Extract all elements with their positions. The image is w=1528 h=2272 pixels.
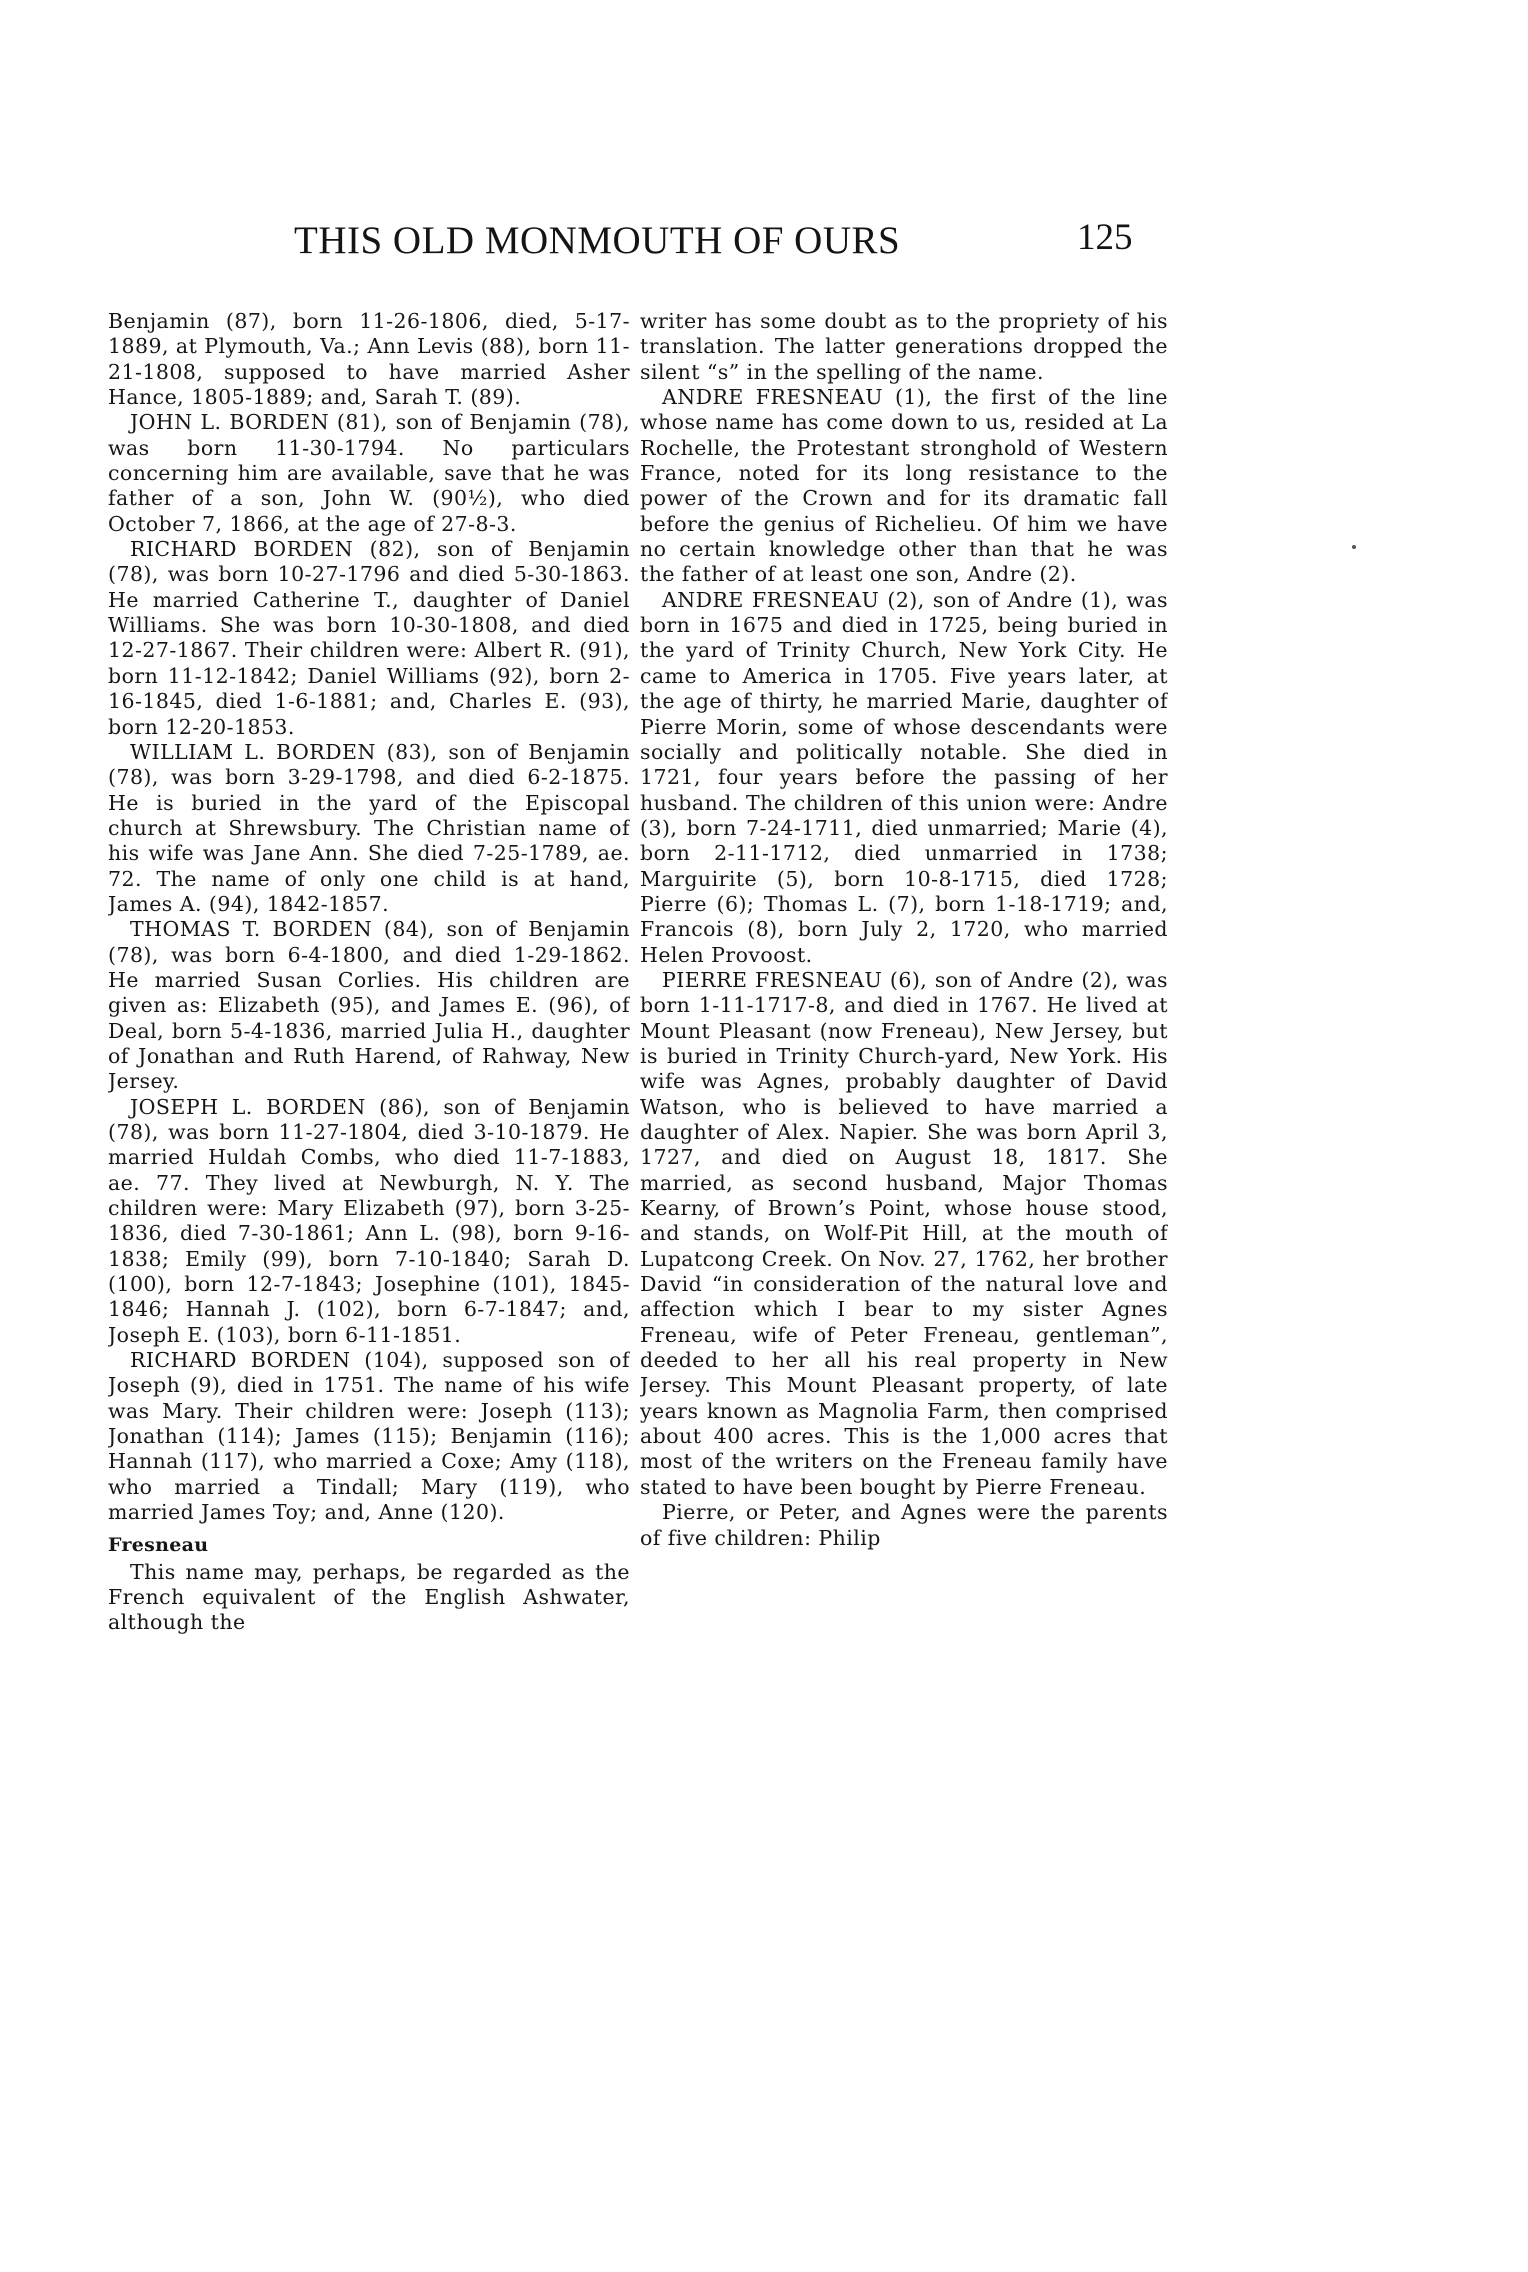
section-heading-fresneau: Fresneau — [108, 1533, 209, 1556]
scan-speck — [1352, 545, 1356, 549]
paragraph-thomas-t-borden: THOMAS T. BORDEN (84), son of Benjamin (78), was born 6-4-1800, and died 1-29-1862. He married Susan Corlies. His children are given as: Elizabeth (95), and James E. (96), of Deal, born 5-4-1836, married Julia H., daughter of Jonathan and Ruth Harend, of Rahway, New Jersey. — [108, 917, 630, 1094]
running-header — [290, 218, 1150, 278]
paragraph-william-l-borden: WILLIAM L. BORDEN (83), son of Benjamin (78), was born 3-29-1798, and died 6-2-1875. He is buried in the yard of the Episcopal church at Shrewsbury. The Christian name of his wife was Jane Ann. She died 7-25-1789, ae. 72. The name of only one child is at hand, James A. (94), 1842-1857. — [108, 739, 630, 916]
paragraph-richard-borden-82: RICHARD BORDEN (82), son of Benjamin (78), was born 10-27-1796 and died 5-30-1863. He married Catherine T., daughter of Daniel Williams. She was born 10-30-1808, and died 12-27-1867. Their children were: Albert R. (91), born 11-12-1842; Daniel Williams (92), born 2-16-1845, died 1-6-1881; and, Charles E. (93), born 12-20-1853. — [108, 537, 630, 739]
paragraph-richard-borden-104: RICHARD BORDEN (104), supposed son of Joseph (9), died in 1751. The name of his wife was Mary. Their children were: Joseph (113); Jonathan (114); James (115); Benjamin (116); Hannah (117), who married a Coxe; Amy (118), who married a Tindall; Mary (119), who married James Toy; and, Anne (120). — [108, 1348, 630, 1525]
paragraph-john-l-borden: JOHN L. BORDEN (81), son of Benjamin (78), was born 11-30-1794. No particulars concerning him are available, save that he was father of a son, John W. (90½), who died October 7, 1866, at the age of 27-8-3. — [108, 410, 630, 536]
paragraph-andre-fresneau-2: ANDRE FRESNEAU (2), son of Andre (1), was born in 1675 and died in 1725, being buried in the yard of Trinity Church, New York City. He came to America in 1705. Five years later, at the age of thirty, he married Marie, daughter of Pierre Morin, some of whose descendants were socially and politically notable. She died in 1721, four years before the passing of her husband. The children of this union were: Andre (3), born 7-24-1711, died unmarried; Marie (4), born 2-11-1712, died unmarried in 1738; Marguirite (5), born 10-8-1715, died 1728; Pierre (6); Thomas L. (7), born 1-18-1719; and, Francois (8), born July 2, 1720, who married Helen Provoost. — [640, 587, 1168, 967]
right-column — [640, 309, 1168, 1959]
paragraph-continued: Benjamin (87), born 11-26-1806, died, 5-17-1889, at Plymouth, Va.; Ann Levis (88), born 11-21-1808, supposed to have married Asher Hance, 1805-1889; and, Sarah T. (89). — [108, 309, 630, 410]
paragraph-fresneau-intro-continued: writer has some doubt as to the propriety of his translation. The latter generations dropped the silent “s” in the spelling of the name. — [640, 309, 1168, 384]
page-number: 125 — [1077, 217, 1133, 258]
paragraph-andre-fresneau-1: ANDRE FRESNEAU (1), the first of the line whose name has come down to us, resided at La Rochelle, the Protestant stronghold of Western France, noted for its long resistance to the power of the Crown and for its dramatic fall before the genius of Richelieu. Of him we have no certain knowledge other than that he was the father of at least one son, Andre (2). — [640, 385, 1168, 587]
paragraph-pierre-fresneau-6: PIERRE FRESNEAU (6), son of Andre (2), was born 1-11-1717-8, and died in 1767. He lived at Mount Pleasant (now Freneau), New Jersey, but is buried in Trinity Church-yard, New York. His wife was Agnes, probably daughter of David Watson, who is believed to have married a daughter of Alex. Napier. She was born April 3, 1727, and died on August 18, 1817. She married, as second husband, Major Thomas Kearny, of Brown’s Point, whose house stood, and stands, on Wolf-Pit Hill, at the mouth of Lupatcong Creek. On Nov. 27, 1762, her brother David “in consideration of the natural love and affection which I bear to my sister Agnes Freneau, wife of Peter Freneau, gentleman”, deeded to her all his real property in New Jersey. This Mount Pleasant property, of late years known as Magnolia Farm, then comprised about 400 acres. This is the 1,000 acres that most of the writers on the Freneau family have stated to have been bought by Pierre Freneau. — [640, 967, 1168, 1499]
paragraph-pierre-and-agnes: Pierre, or Peter, and Agnes were the parents of five children: Philip — [640, 1500, 1168, 1550]
running-title: THIS OLD MONMOUTH OF OURS — [294, 219, 901, 262]
paragraph-joseph-l-borden: JOSEPH L. BORDEN (86), son of Benjamin (78), was born 11-27-1804, died 3-10-1879. He married Huldah Combs, who died 11-7-1883, ae. 77. They lived at Newburgh, N. Y. The children were: Mary Elizabeth (97), born 3-25-1836, died 7-30-1861; Ann L. (98), born 9-16-1838; Emily (99), born 7-10-1840; Sarah D. (100), born 12-7-1843; Josephine (101), 1845-1846; Hannah J. (102), born 6-7-1847; and, Joseph E. (103), born 6-11-1851. — [108, 1094, 630, 1347]
left-column — [108, 309, 630, 1959]
paragraph-fresneau-intro: This name may, perhaps, be regarded as the French equivalent of the English Ashwater, although the — [108, 1559, 630, 1635]
